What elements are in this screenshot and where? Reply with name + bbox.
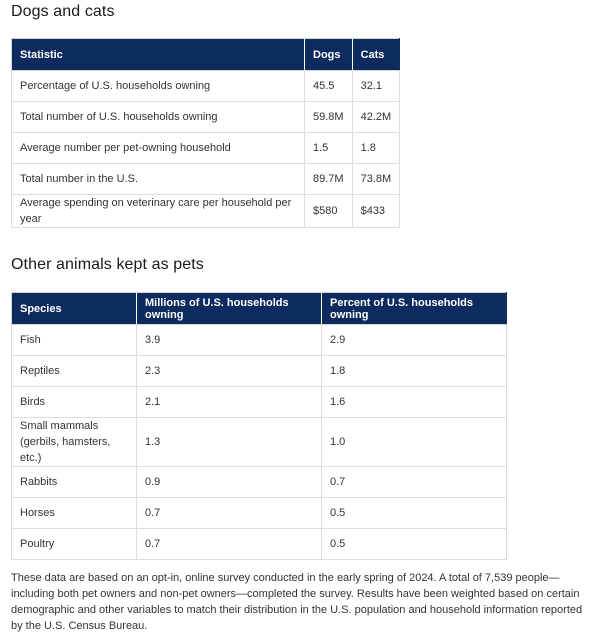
percent-cell: 0.5 bbox=[322, 529, 507, 560]
percent-cell: 0.5 bbox=[322, 498, 507, 529]
statistic-cell: Average number per pet-owning household bbox=[12, 133, 305, 164]
column-header-dogs: Dogs bbox=[305, 39, 353, 71]
other-animals-table bbox=[11, 292, 507, 560]
percent-cell: 1.6 bbox=[322, 387, 507, 418]
dogs-cats-table bbox=[11, 38, 400, 228]
table-row bbox=[12, 467, 507, 498]
cats-cell: 42.2M bbox=[352, 102, 400, 133]
millions-cell: 1.3 bbox=[137, 418, 322, 467]
percent-cell: 0.7 bbox=[322, 467, 507, 498]
millions-cell: 0.7 bbox=[137, 498, 322, 529]
species-cell: Rabbits bbox=[12, 467, 137, 498]
dogs-cell: 59.8M bbox=[305, 102, 353, 133]
table-header-row bbox=[12, 293, 507, 325]
table-row bbox=[12, 164, 400, 195]
millions-cell: 2.3 bbox=[137, 356, 322, 387]
cats-cell: 32.1 bbox=[352, 71, 400, 102]
survey-footnote: These data are based on an opt-in, online survey conducted in the early spring of 2024. A total of 7,539 people—including both pet owners and non-pet owners—completed the survey. Results have been weighted based on certain demographic and other variables to match their distribution in the U.S. population and household information reported by the U.S. Census Bureau. bbox=[11, 572, 583, 632]
dogs-cell: 45.5 bbox=[305, 71, 353, 102]
statistic-cell: Total number of U.S. households owning bbox=[12, 102, 305, 133]
percent-cell: 2.9 bbox=[322, 325, 507, 356]
millions-cell: 2.1 bbox=[137, 387, 322, 418]
statistic-cell: Total number in the U.S. bbox=[12, 164, 305, 195]
table-row bbox=[12, 71, 400, 102]
species-cell: Reptiles bbox=[12, 356, 137, 387]
table-row bbox=[12, 133, 400, 164]
millions-cell: 3.9 bbox=[137, 325, 322, 356]
dogs-cell: 89.7M bbox=[305, 164, 353, 195]
table-row bbox=[12, 387, 507, 418]
millions-cell: 0.9 bbox=[137, 467, 322, 498]
column-header-cats: Cats bbox=[352, 39, 400, 71]
table-row bbox=[12, 356, 507, 387]
percent-cell: 1.0 bbox=[322, 418, 507, 467]
column-header-statistic: Statistic bbox=[12, 39, 305, 71]
table-row bbox=[12, 529, 507, 560]
table-row bbox=[12, 102, 400, 133]
table-row bbox=[12, 498, 507, 529]
table-row bbox=[12, 195, 400, 228]
table-row bbox=[12, 418, 507, 467]
table-row bbox=[12, 325, 507, 356]
species-cell: Fish bbox=[12, 325, 137, 356]
species-cell: Horses bbox=[12, 498, 137, 529]
statistic-cell: Percentage of U.S. households owning bbox=[12, 71, 305, 102]
cats-cell: 1.8 bbox=[352, 133, 400, 164]
dogs-cats-title: Dogs and cats bbox=[11, 3, 115, 20]
other-animals-title: Other animals kept as pets bbox=[11, 256, 204, 273]
millions-cell: 0.7 bbox=[137, 529, 322, 560]
species-cell: Small mammals (gerbils, hamsters, etc.) bbox=[12, 418, 137, 467]
species-cell: Poultry bbox=[12, 529, 137, 560]
column-header-percent-households: Percent of U.S. households owning bbox=[322, 293, 507, 325]
dogs-cell: $580 bbox=[305, 195, 353, 228]
species-cell: Birds bbox=[12, 387, 137, 418]
percent-cell: 1.8 bbox=[322, 356, 507, 387]
statistic-cell: Average spending on veterinary care per household per year bbox=[12, 195, 305, 228]
table-header-row bbox=[12, 39, 400, 71]
column-header-millions-households: Millions of U.S. households owning bbox=[137, 293, 322, 325]
dogs-cell: 1.5 bbox=[305, 133, 353, 164]
cats-cell: $433 bbox=[352, 195, 400, 228]
cats-cell: 73.8M bbox=[352, 164, 400, 195]
column-header-species: Species bbox=[12, 293, 137, 325]
